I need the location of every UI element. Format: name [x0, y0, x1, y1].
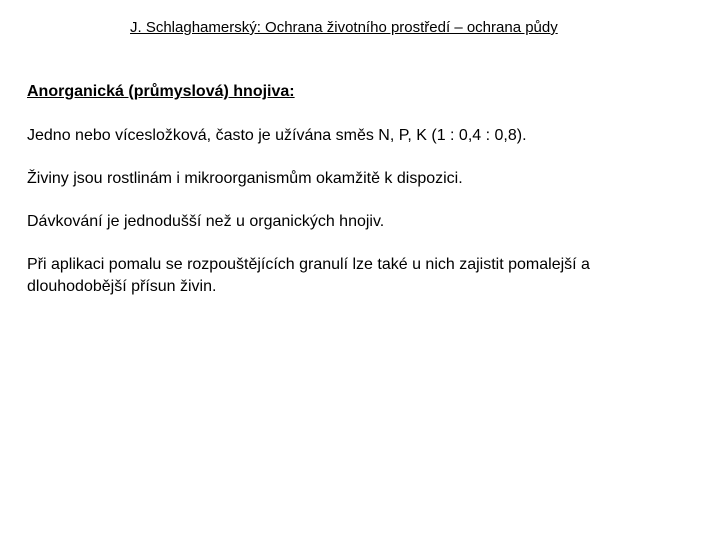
paragraph-slow-release: Při aplikaci pomalu se rozpouštějících granulí lze také u nich zajistit pomalejší a dlouhodobější přísun živin. — [27, 256, 590, 295]
slide-content — [27, 81, 687, 319]
document-header: J. Schlaghamerský: Ochrana životního prostředí – ochrana půdy — [130, 19, 558, 36]
paragraph-dosage: Dávkování je jednodušší než u organických hnojiv. — [27, 213, 385, 230]
paragraph-availability: Živiny jsou rostlinám i mikroorganismům okamžitě k dispozici. — [27, 170, 463, 187]
section-heading: Anorganická (průmyslová) hnojiva: — [27, 83, 295, 100]
paragraph-composition: Jedno nebo vícesložková, často je užívána směs N, P, K (1 : 0,4 : 0,8). — [27, 127, 527, 144]
